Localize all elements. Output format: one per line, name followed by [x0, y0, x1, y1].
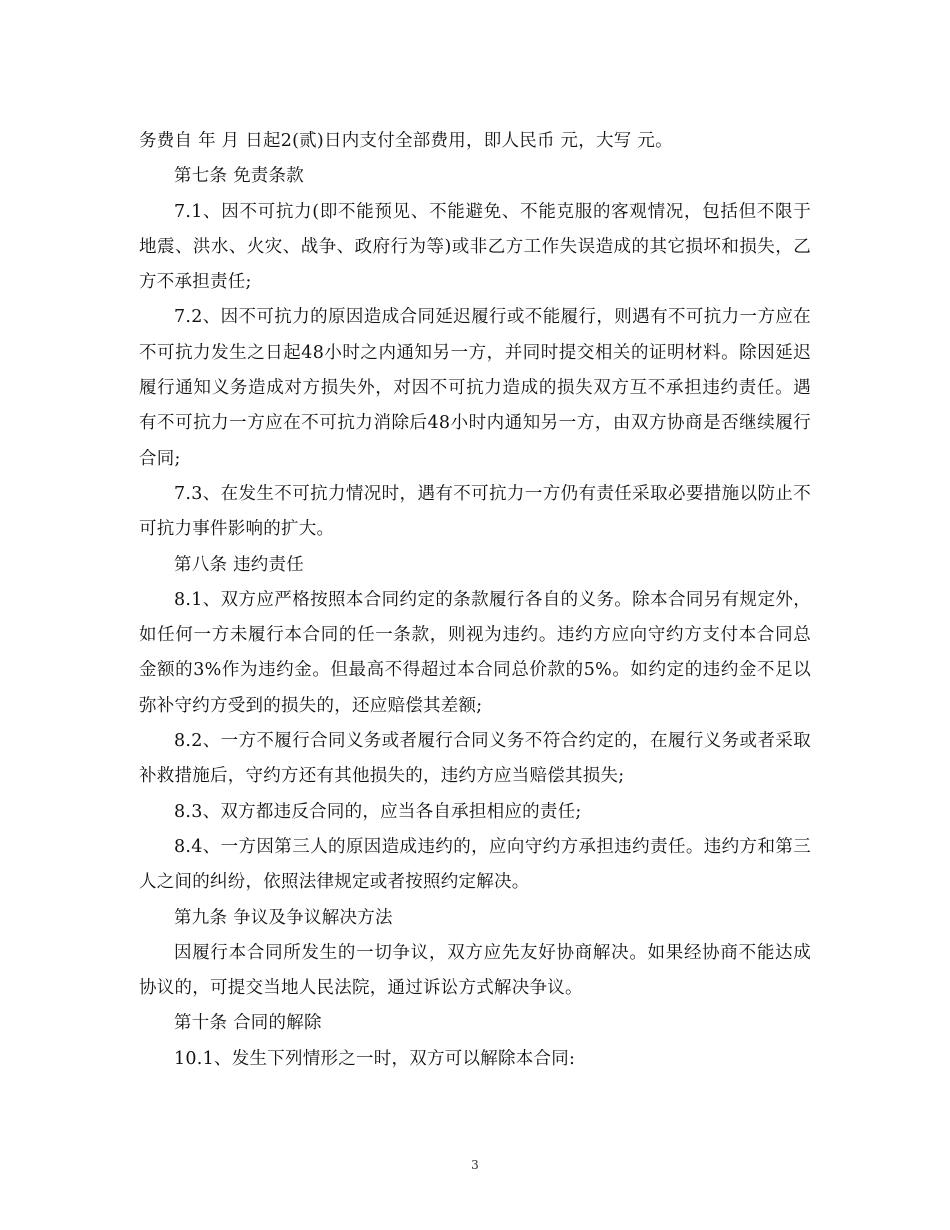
heading-article-9: 第九条 争议及争议解决方法 [174, 907, 393, 928]
paragraph-7-2: 7.2、因不可抗力的原因造成合同延迟履行或不能履行，则遇有不可抗力一方应在不可抗力发生之日起48小时之内通知另一方，并同时提交相关的证明材料。除因延迟履行通知义务造成对方损失外，对因不可抗力造成的损失双方互不承担违约责任。遇有不可抗力一方应在不可抗力消除后48小时内通知另一方，由双方协商是否继续履行合同; [139, 307, 811, 469]
paragraph-8-1: 8.1、双方应严格按照本合同约定的条款履行各自的义务。除本合同另有规定外，如任何一方未履行本合同的任一条款，则视为违约。违约方应向守约方支付本合同总金额的3%作为违约金。但最高不得超过本合同总价款的5%。如约定的违约金不足以弥补守约方受到的损失的，还应赔偿其差额; [139, 589, 811, 716]
heading-article-10: 第十条 合同的解除 [174, 1013, 322, 1034]
heading-article-7: 第七条 免责条款 [174, 166, 305, 187]
document-body [139, 124, 811, 1077]
paragraph-7-1: 7.1、因不可抗力(即不能预见、不能避免、不能克服的客观情况，包括但不限于地震、洪水、火灾、战争、政府行为等)或非乙方工作失误造成的其它损坏和损失，乙方不承担责任; [139, 201, 811, 293]
paragraph-8-4: 8.4、一方因第三人的原因造成违约的，应向守约方承担违约责任。违约方和第三人之间的纠纷，依照法律规定或者按照约定解决。 [139, 836, 811, 893]
page-number: 3 [471, 1158, 479, 1172]
paragraph-dispute-resolution: 因履行本合同所发生的一切争议，双方应先友好协商解决。如果经协商不能达成协议的，可提交当地人民法院，通过诉讼方式解决争议。 [139, 942, 811, 999]
paragraph-8-2: 8.2、一方不履行合同义务或者履行合同义务不符合约定的，在履行义务或者采取补救措施后，守约方还有其他损失的，违约方应当赔偿其损失; [139, 731, 811, 787]
paragraph-10-1: 10.1、发生下列情形之一时，双方可以解除本合同: [174, 1048, 576, 1069]
heading-article-8: 第八条 违约责任 [174, 554, 305, 575]
paragraph-7-3: 7.3、在发生不可抗力情况时，遇有不可抗力一方仍有责任采取必要措施以防止不可抗力事件影响的扩大。 [139, 483, 811, 540]
paragraph-8-3: 8.3、双方都违反合同的，应当各自承担相应的责任; [174, 801, 582, 822]
paragraph-fee-payment: 务费自 年 月 日起2(贰)日内支付全部费用，即人民币 元，大写 元。 [139, 131, 673, 151]
